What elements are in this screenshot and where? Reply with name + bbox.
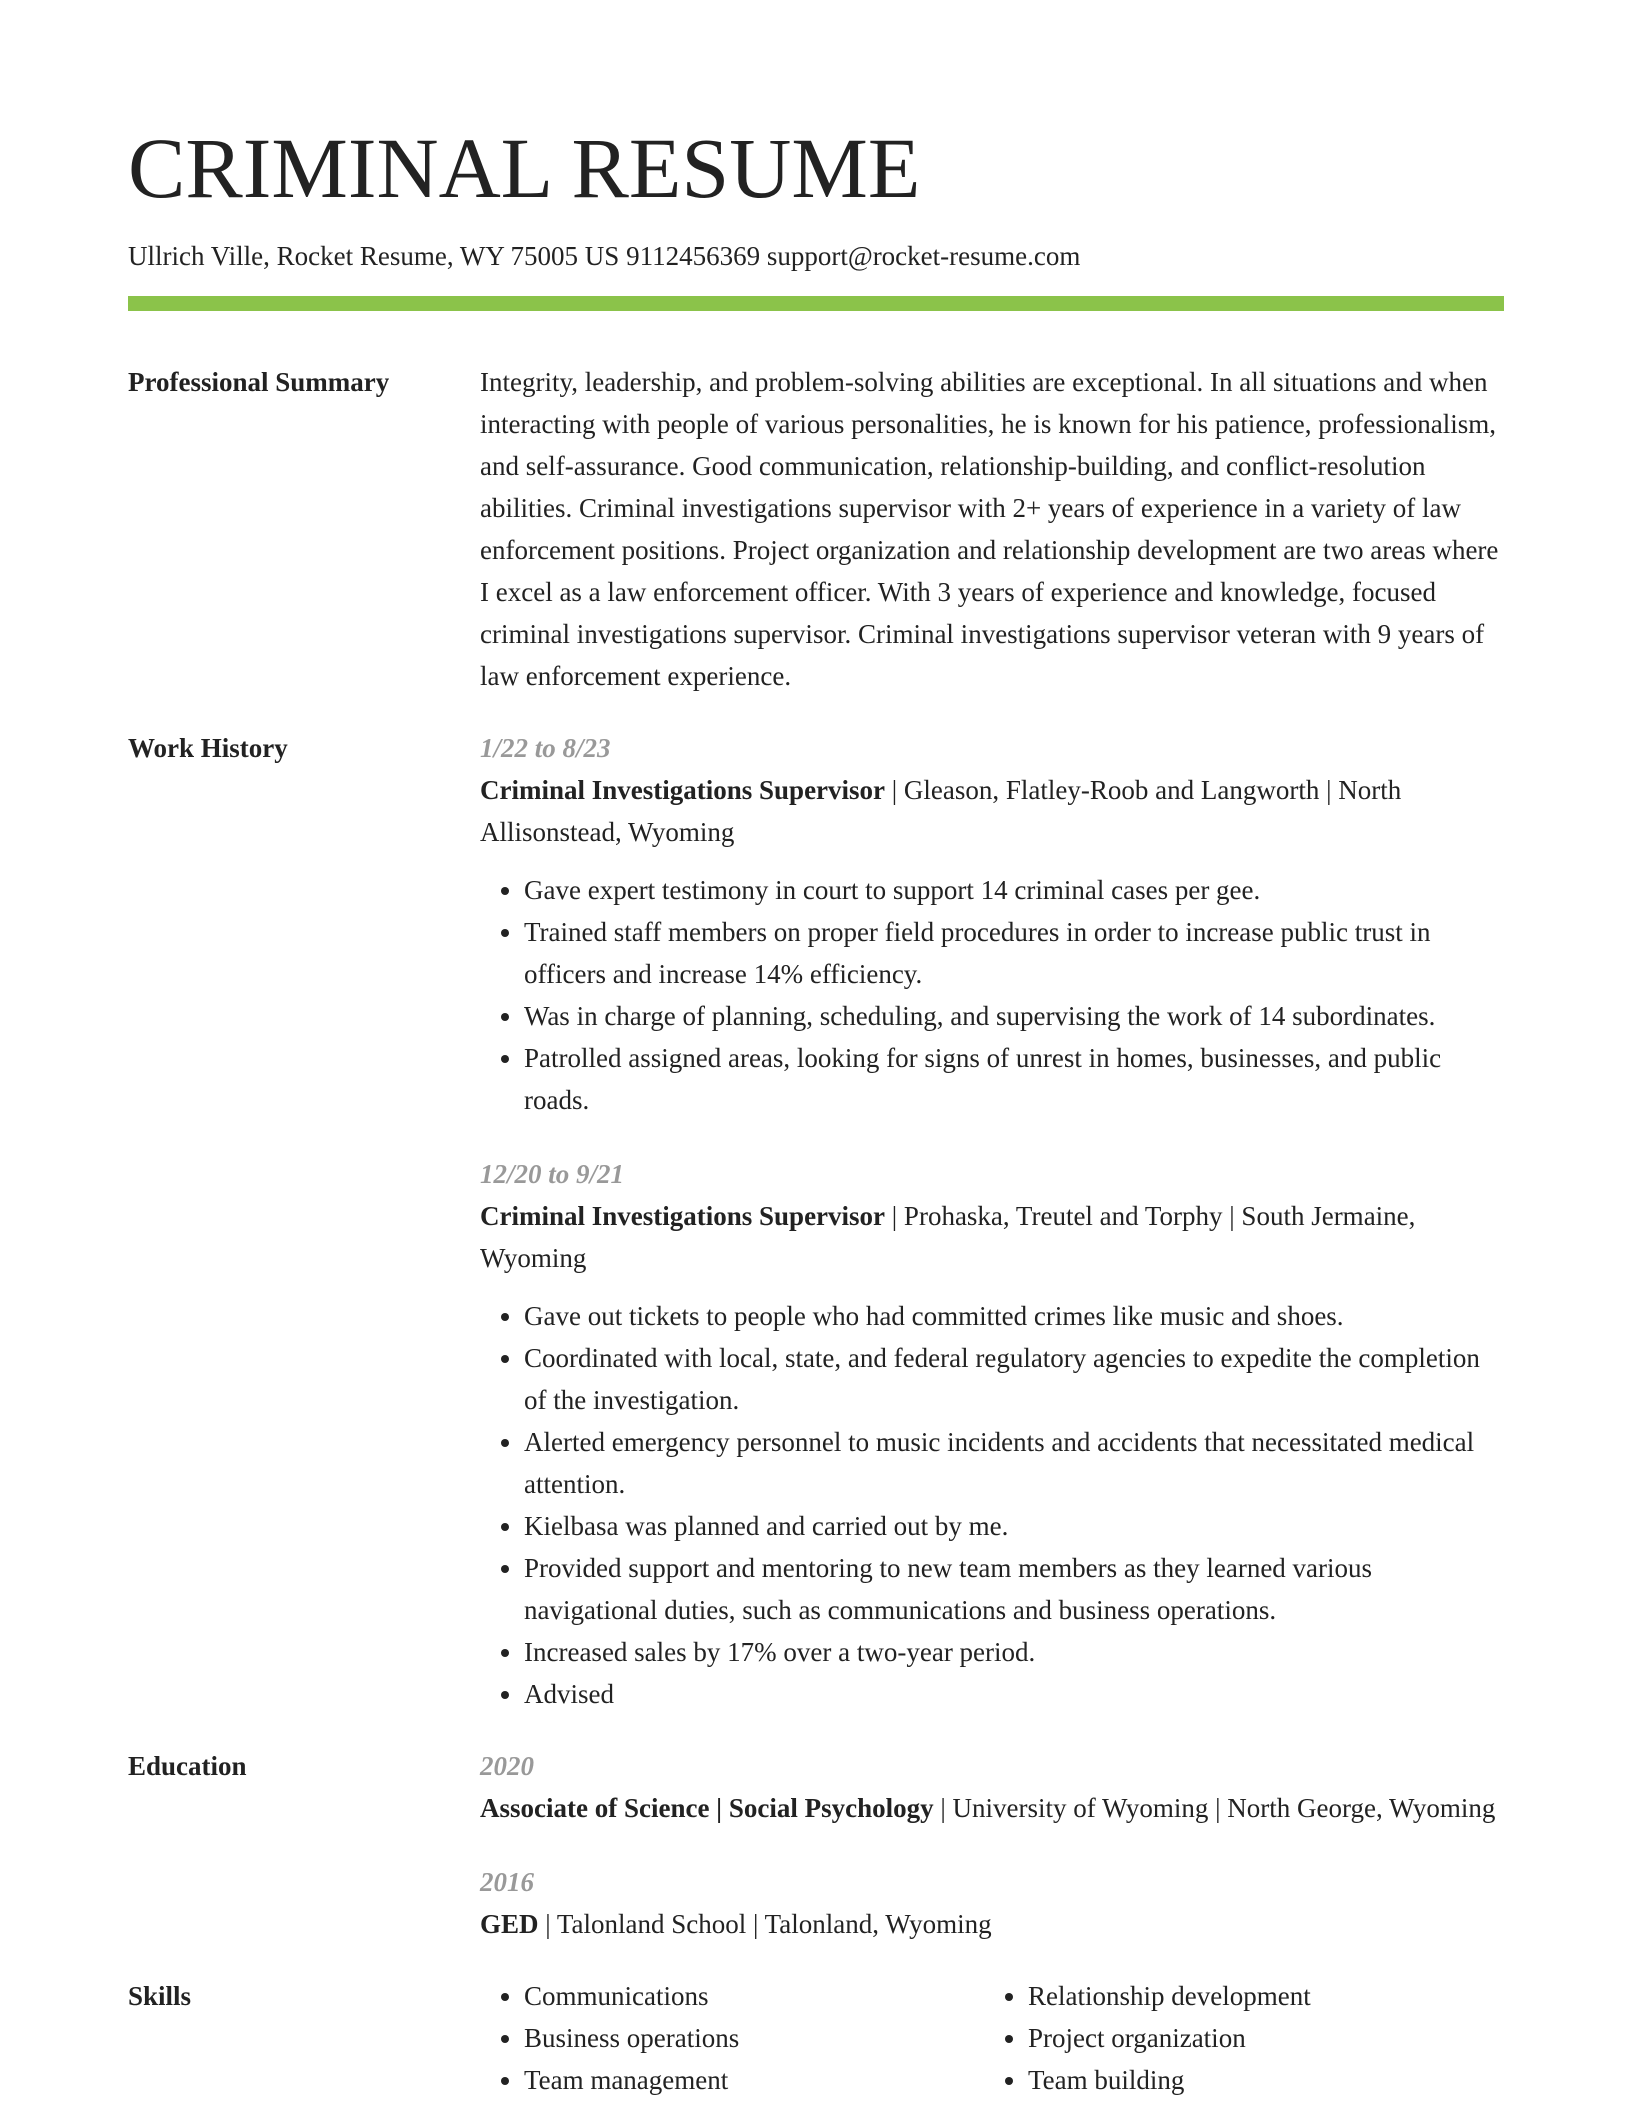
job-entry <box>480 1153 1504 1715</box>
skills-column-left <box>480 1975 984 2101</box>
job-bullet: • Kielbasa was planned and carried out by me. <box>524 1505 1504 1547</box>
summary-text: Integrity, leadership, and problem-solving abilities are exceptional. In all situations and when interacting with people of various personalities, he is known for his patience, professionalism, and self-assurance. Good communication, relationship-building, and conflict-resolution abilities. Criminal investigations supervisor with 2+ years of experience in a variety of law enforcement positions. Project organization and relationship development are two areas where I excel as a law enforcement officer. With 3 years of experience and knowledge, focused criminal investigations supervisor. Criminal investigations supervisor veteran with 9 years of law enforcement experience. <box>480 367 1499 691</box>
summary-heading: Professional Summary <box>128 367 390 397</box>
skill-item: • Project organization <box>1028 2017 1488 2059</box>
job-title: Criminal Investigations Supervisor <box>480 775 886 805</box>
job-bullet: • Was in charge of planning, scheduling, and supervising the work of 14 subordinates. <box>524 995 1504 1037</box>
skills-section <box>128 1975 1504 2101</box>
job-heading <box>480 1195 1504 1279</box>
job-details: | Prohaska, Treutel and Torphy | South Jermaine, Wyoming <box>480 1201 1416 1273</box>
job-bullet: • Provided support and mentoring to new team members as they learned various navigational duties, such as communications and business operations. <box>524 1547 1504 1631</box>
job-bullets <box>480 869 1504 1121</box>
summary-section <box>128 361 1504 697</box>
job-bullet: • Gave out tickets to people who had committed crimes like music and shoes. <box>524 1295 1504 1337</box>
education-details: | University of Wyoming | North George, Wyoming <box>933 1793 1496 1823</box>
job-bullet: • Coordinated with local, state, and federal regulatory agencies to expedite the completion of the investigation. <box>524 1337 1504 1421</box>
job-entry <box>480 727 1504 1121</box>
work-history-section <box>128 727 1504 1715</box>
skills-column-right <box>984 1975 1488 2101</box>
skill-item: • Communications <box>524 1975 984 2017</box>
work-history-heading: Work History <box>128 733 288 763</box>
skill-item: • Team management <box>524 2059 984 2101</box>
job-heading <box>480 769 1504 853</box>
skill-item: • Business operations <box>524 2017 984 2059</box>
skills-heading: Skills <box>128 1981 192 2011</box>
job-bullet: • Gave expert testimony in court to support 14 criminal cases per gee. <box>524 869 1504 911</box>
job-title: Criminal Investigations Supervisor <box>480 1201 886 1231</box>
job-bullet: • Patrolled assigned areas, looking for signs of unrest in homes, businesses, and public roads. <box>524 1037 1504 1121</box>
job-dates: 1/22 to 8/23 <box>480 733 611 763</box>
education-degree: GED <box>480 1909 539 1939</box>
education-details: | Talonland School | Talonland, Wyoming <box>538 1909 992 1939</box>
skills-grid <box>480 1975 1504 2101</box>
education-heading-line <box>480 1787 1504 1829</box>
education-entry <box>480 1861 1504 1945</box>
accent-divider <box>128 296 1504 311</box>
education-entry <box>480 1745 1504 1829</box>
skill-item: • Relationship development <box>1028 1975 1488 2017</box>
job-bullet: • Alerted emergency personnel to music incidents and accidents that necessitated medical attention. <box>524 1421 1504 1505</box>
education-heading: Education <box>128 1751 247 1781</box>
education-degree: Associate of Science | Social Psychology <box>480 1793 934 1823</box>
education-section <box>128 1745 1504 1945</box>
job-details: | Gleason, Flatley-Roob and Langworth | North Allisonstead, Wyoming <box>480 775 1402 847</box>
job-bullet: • Increased sales by 17% over a two-year period. <box>524 1631 1504 1673</box>
education-heading-line <box>480 1903 1504 1945</box>
resume-page <box>128 0 1504 2101</box>
job-bullet: • Trained staff members on proper field procedures in order to increase public trust in officers and increase 14% efficiency. <box>524 911 1504 995</box>
education-year: 2020 <box>480 1751 534 1781</box>
job-dates: 12/20 to 9/21 <box>480 1159 625 1189</box>
job-bullets <box>480 1295 1504 1715</box>
skill-item: • Team building <box>1028 2059 1488 2101</box>
education-year: 2016 <box>480 1867 534 1897</box>
contact-info: Ullrich Ville, Rocket Resume, WY 75005 US 9112456369 support@rocket-resume.com <box>128 241 1081 271</box>
resume-title: CRIMINAL RESUME <box>128 120 921 216</box>
job-bullet: • Advised <box>524 1673 1504 1715</box>
